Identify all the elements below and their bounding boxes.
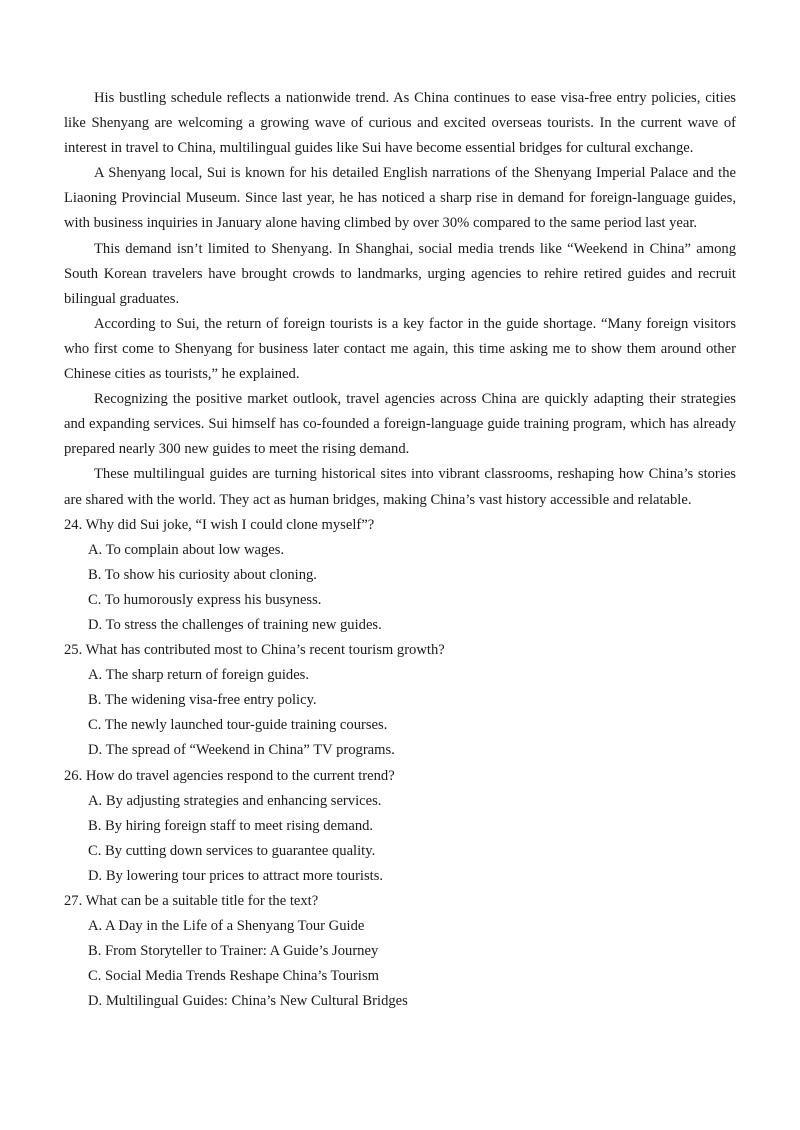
paragraph-5: Recognizing the positive market outlook, travel agencies across China are quickly adapting their strategies and expanding services. Sui himself has co-founded a foreign-language guide training program, which has already prepared nearly 300 new guides to meet the rising demand. <box>64 391 736 458</box>
option-d: D. By lowering tour prices to attract more tourists. <box>88 867 384 884</box>
question-24 <box>64 513 736 638</box>
option-c: C. To humorously express his busyness. <box>88 591 322 608</box>
paragraph-4: According to Sui, the return of foreign tourists is a key factor in the guide shortage. “Many foreign visitors who first come to Shenyang for business later contact me again, this time asking me to show them around other Chinese cities as tourists,” he explained. <box>64 315 736 383</box>
question-25 <box>64 638 736 763</box>
option-d: D. Multilingual Guides: China’s New Cultural Bridges <box>88 993 408 1010</box>
option-b: B. To show his curiosity about cloning. <box>88 566 317 583</box>
option-b: B. By hiring foreign staff to meet rising demand. <box>88 817 374 834</box>
option-c: C. By cutting down services to guarantee quality. <box>88 842 376 859</box>
option-c: C. The newly launched tour-guide training courses. <box>88 717 388 734</box>
option-d: D. The spread of “Weekend in China” TV programs. <box>88 742 395 759</box>
option-a: A. To complain about low wages. <box>88 541 285 558</box>
paragraph-1: His bustling schedule reflects a nationwide trend. As China continues to ease visa-free entry policies, cities like Shenyang are welcoming a growing wave of curious and excited overseas tourists. In the current wave of interest in travel to China, multilingual guides like Sui have become essential bridges for cultural exchange. <box>64 90 736 157</box>
question-26 <box>64 764 736 889</box>
reading-passage <box>64 86 736 1014</box>
option-b: B. From Storyteller to Trainer: A Guide’s Journey <box>88 943 379 960</box>
option-a: A. A Day in the Life of a Shenyang Tour Guide <box>88 918 365 935</box>
option-d: D. To stress the challenges of training new guides. <box>88 616 382 633</box>
question-stem: 24. Why did Sui joke, “I wish I could clone myself”? <box>64 516 375 533</box>
paragraph-3: This demand isn’t limited to Shenyang. In Shanghai, social media trends like “Weekend in China” among South Korean travelers have brought crowds to landmarks, urging agencies to rehire retired guides and recruit bilingual graduates. <box>64 240 736 307</box>
option-b: B. The widening visa-free entry policy. <box>88 692 317 709</box>
paragraph-6: These multilingual guides are turning historical sites into vibrant classrooms, reshaping how China’s stories are shared with the world. They act as human bridges, making China’s vast history accessible and relatable. <box>64 466 736 508</box>
option-c: C. Social Media Trends Reshape China’s Tourism <box>88 968 379 985</box>
option-a: A. By adjusting strategies and enhancing services. <box>88 792 382 809</box>
question-27 <box>64 889 736 1014</box>
question-stem: 26. How do travel agencies respond to the current trend? <box>64 767 395 784</box>
option-a: A. The sharp return of foreign guides. <box>88 667 310 684</box>
paragraph-2: A Shenyang local, Sui is known for his detailed English narrations of the Shenyang Imperial Palace and the Liaoning Provincial Museum. Since last year, he has noticed a sharp rise in demand for foreign-language guides, with business inquiries in January alone having climbed by over 30% compared to the same period last year. <box>64 165 736 232</box>
question-stem: 25. What has contributed most to China’s recent tourism growth? <box>64 642 445 659</box>
question-stem: 27. What can be a suitable title for the text? <box>64 893 319 909</box>
